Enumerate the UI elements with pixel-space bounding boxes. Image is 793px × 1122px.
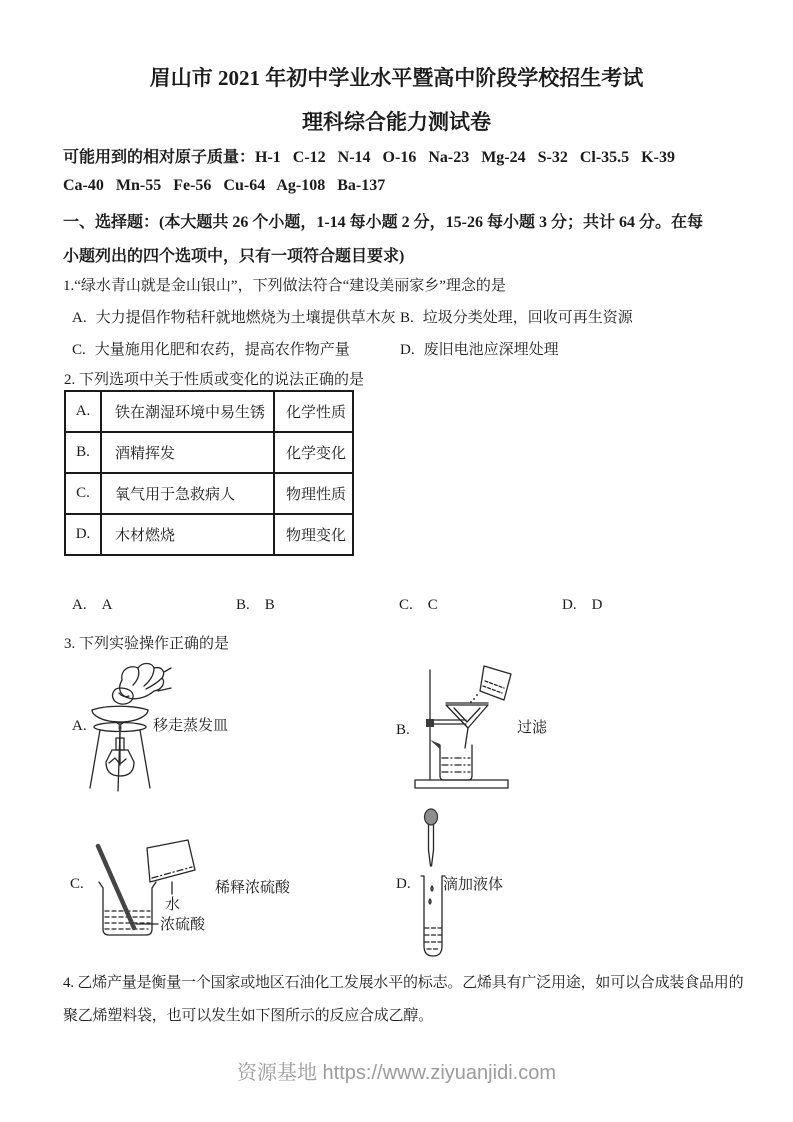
q2-answer-d xyxy=(562,597,602,614)
question-3-stem: 3. 下列实验操作正确的是 xyxy=(64,636,230,652)
q1-option-a-text: 大力提倡作物秸秆就地燃烧为土壤提供草木灰 xyxy=(95,310,396,326)
option-letter-cell: C. xyxy=(65,473,101,514)
q1-option-a-letter: A. xyxy=(72,310,87,326)
category-cell: 物理变化 xyxy=(274,514,353,555)
question-4-stem-line2: 聚乙烯塑料袋，也可以发生如下图所示的反应合成乙醇。 xyxy=(63,1008,434,1024)
dropper-bulb-icon xyxy=(425,809,438,825)
statement-cell: 铁在潮湿环境中易生锈 xyxy=(101,391,274,432)
q2-answer-c-letter: C. xyxy=(399,597,413,613)
category-cell: 化学变化 xyxy=(274,432,353,473)
q2-answer-c-text: C xyxy=(427,597,438,613)
q1-option-b-text: 垃圾分类处理，回收可再生资源 xyxy=(422,310,633,326)
fig-c-caption: 稀释浓硫酸 xyxy=(215,880,291,896)
footer-watermark: 资源基地 https://www.ziyuanjidi.com xyxy=(237,1062,556,1084)
table-row xyxy=(65,432,353,473)
q2-answer-d-text: D xyxy=(591,597,603,613)
q1-option-d-letter: D. xyxy=(400,342,415,358)
dilution-figure xyxy=(86,836,208,964)
fig-c-letter: C. xyxy=(70,876,84,892)
fig-d-caption: 滴加液体 xyxy=(443,877,504,893)
table-row xyxy=(65,514,353,555)
q2-answer-a-letter: A. xyxy=(72,597,87,613)
atomic-masses-line2: Ca-40 Mn-55 Fe-56 Cu-64 Ag-108 Ba-137 xyxy=(63,177,386,194)
q1-option-b xyxy=(400,306,633,327)
q2-answer-d-letter: D. xyxy=(562,597,577,613)
property-change-table xyxy=(64,390,354,556)
hand-icon xyxy=(120,664,164,699)
fig-a-caption: 移走蒸发皿 xyxy=(153,718,229,734)
section1-header-line1: 一、选择题：(本大题共 26 个小题，1-14 每小题 2 分，15-26 每小题 3 分；共计 64 分。在每 xyxy=(63,214,703,231)
question-2-stem: 2. 下列选项中关于性质或变化的说法正确的是 xyxy=(64,372,365,388)
q1-option-c-letter: C. xyxy=(72,342,86,358)
q2-answer-b xyxy=(236,597,275,614)
fig-b-caption: 过滤 xyxy=(517,720,548,736)
option-letter-cell: A. xyxy=(65,391,101,432)
water-label: 水 xyxy=(165,897,181,913)
section1-header-line2: 小题列出的四个选项中，只有一项符合题目要求) xyxy=(63,248,405,265)
q1-option-d-text: 废旧电池应深埋处理 xyxy=(423,342,559,358)
question-1-stem: 1.“绿水青山就是金山银山”，下列做法符合“建设美丽家乡”理念的是 xyxy=(63,278,506,294)
q1-option-c xyxy=(72,338,350,359)
atomic-masses-line1: 可能用到的相对原子质量：H-1 C-12 N-14 O-16 Na-23 Mg-24 S-32 Cl-35.5 K-39 xyxy=(63,149,675,166)
acid-label: 浓硫酸 xyxy=(160,917,206,933)
page-subtitle: 理科综合能力测试卷 xyxy=(302,110,491,134)
category-cell: 物理性质 xyxy=(274,473,353,514)
option-letter-cell: B. xyxy=(65,432,101,473)
table-row xyxy=(65,473,353,514)
statement-cell: 酒精挥发 xyxy=(101,432,274,473)
q2-answer-a xyxy=(72,597,112,614)
statement-cell: 氧气用于急救病人 xyxy=(101,473,274,514)
question-4-stem-line1: 4. 乙烯产量是衡量一个国家或地区石油化工发展水平的标志。乙烯具有广泛用途，如可以合成装食品用的 xyxy=(63,975,744,991)
q1-option-b-letter: B. xyxy=(400,310,414,326)
table-row xyxy=(65,391,353,432)
fig-b-letter: B. xyxy=(396,722,410,738)
q2-answer-b-letter: B. xyxy=(236,597,250,613)
fig-d-letter: D. xyxy=(396,876,411,892)
fig-a-letter: A. xyxy=(72,718,87,734)
q2-answer-b-text: B xyxy=(264,597,275,613)
q2-answer-a-text: A xyxy=(101,597,113,613)
q1-option-d xyxy=(400,338,559,359)
statement-cell: 木材燃烧 xyxy=(101,514,274,555)
filtration-figure xyxy=(408,658,516,793)
option-letter-cell: D. xyxy=(65,514,101,555)
q2-answer-c xyxy=(399,597,438,614)
q1-option-c-text: 大量施用化肥和农药，提高农作物产量 xyxy=(94,342,350,358)
page-title: 眉山市 2021 年初中学业水平暨高中阶段学校招生考试 xyxy=(149,66,644,90)
q1-option-a xyxy=(72,306,396,327)
category-cell: 化学性质 xyxy=(274,391,353,432)
